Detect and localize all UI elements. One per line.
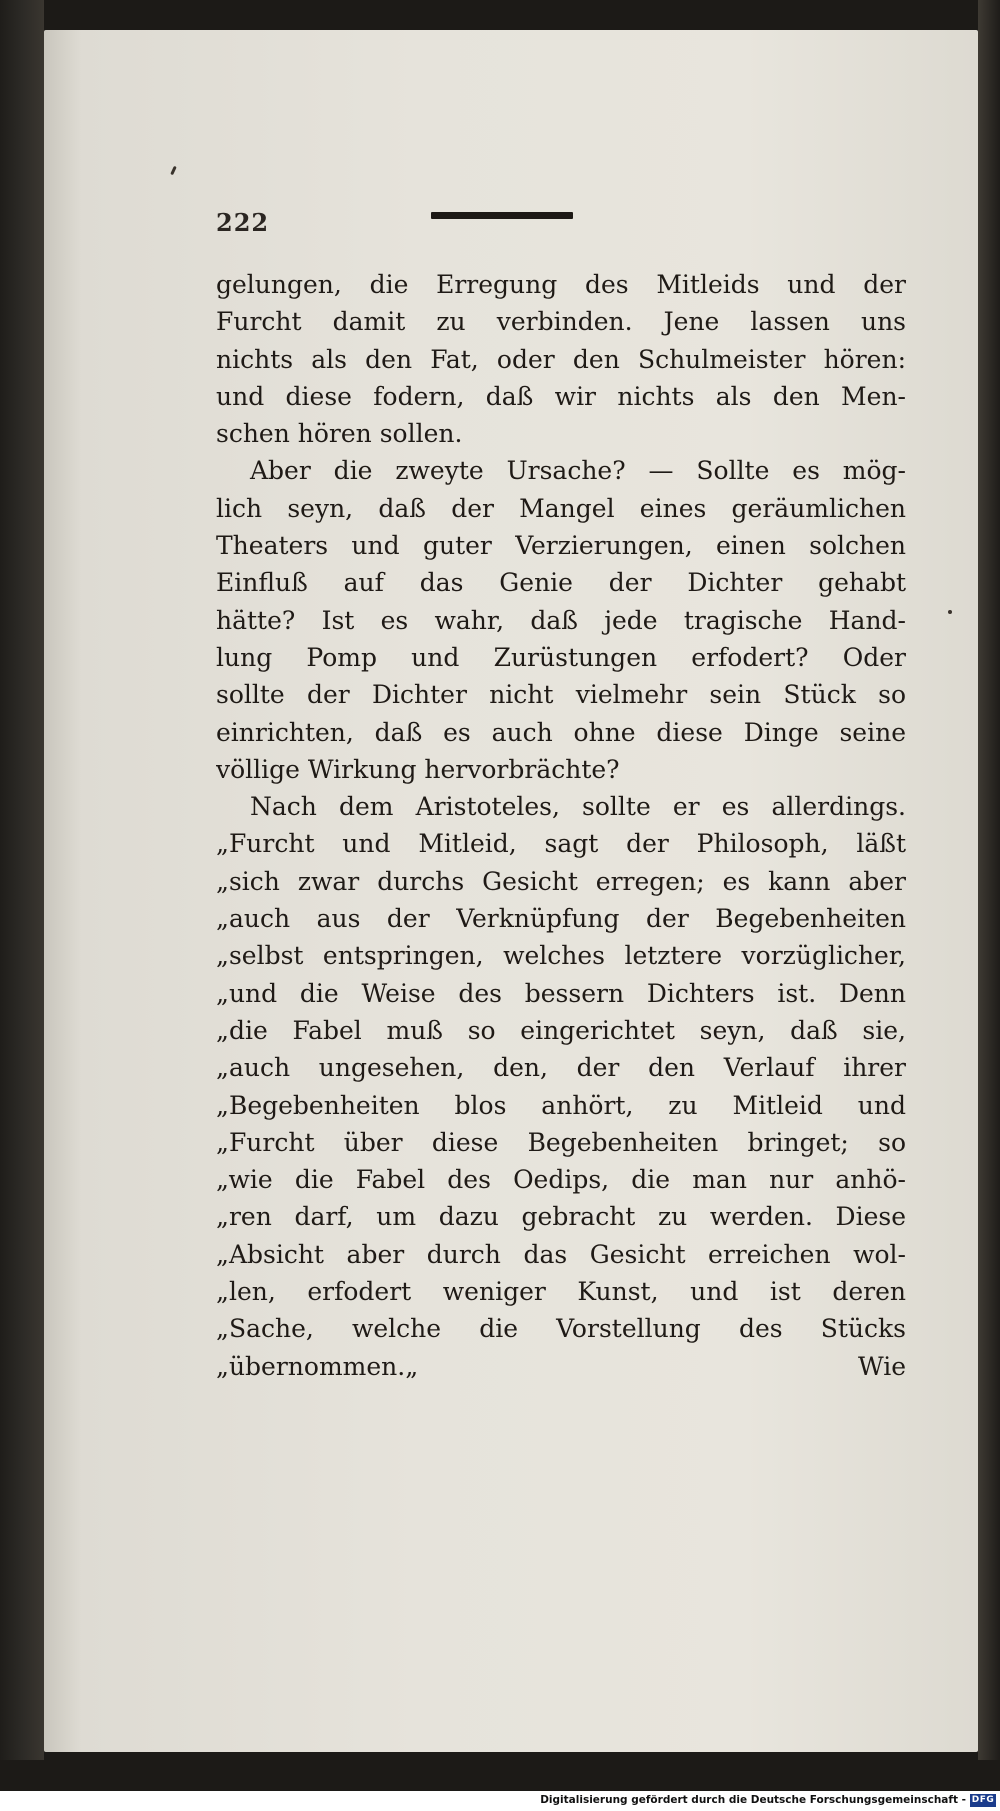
text-line: „die Fabel muß so eingerichtet seyn, daß sie, [216, 1015, 906, 1045]
text-line: Nach dem Aristoteles, sollte er es allerdings. [250, 792, 906, 822]
text-line: „auch ungesehen, den, der den Verlauf ihrer [216, 1053, 906, 1083]
text-line: Aber die zweyte Ursache? — Sollte es mög- [250, 456, 906, 486]
text-line: völlige Wirkung hervorbrächte? [216, 754, 620, 784]
text-line: „selbst entspringen, welches letztere vorzüglicher, [216, 941, 906, 971]
text-line: „und die Weise des bessern Dichters ist. Denn [216, 978, 906, 1008]
text-line: Einfluß auf das Genie der Dichter gehabt [216, 568, 906, 598]
text-line: „Furcht über diese Begebenheiten bringet; so [216, 1127, 906, 1157]
catchword: Wie [857, 1351, 906, 1381]
text-line: „Furcht und Mitleid, sagt der Philosoph, läßt [216, 829, 906, 859]
text-line: sollte der Dichter nicht vielmehr sein Stück so [216, 680, 906, 710]
text-line: „auch aus der Verknüpfung der Begebenheiten [216, 904, 906, 934]
text-line: nichts als den Fat, oder den Schulmeister hören: [216, 344, 906, 374]
ink-speck [170, 166, 177, 175]
text-line: lung Pomp und Zurüstungen erfodert? Oder [216, 642, 906, 672]
text-line: „Sache, welche die Vorstellung des Stücks [216, 1314, 906, 1344]
page-header [216, 208, 786, 237]
text-line: lich seyn, daß der Mangel eines geräumlichen [216, 493, 906, 523]
text-line: Theaters und guter Verzierungen, einen solchen [216, 531, 906, 561]
funding-credit: Digitalisierung gefördert durch die Deutsche Forschungsgemeinschaft - [540, 1794, 966, 1806]
text-line: „len, erfodert weniger Kunst, und ist deren [216, 1277, 906, 1307]
text-line: „Absicht aber durch das Gesicht erreichen wol- [216, 1239, 906, 1269]
book-edge [0, 0, 44, 1760]
page-number: 222 [216, 208, 270, 237]
text-line: schen hören sollen. [216, 419, 463, 449]
body-text [216, 266, 906, 1385]
ink-speck [948, 610, 952, 614]
text-line: „übernommen.„ [216, 1351, 419, 1381]
text-line: gelungen, die Erregung des Mitleids und der [216, 270, 906, 299]
final-line [216, 1348, 906, 1385]
header-rule [431, 212, 573, 219]
text-line: „ren darf, um dazu gebracht zu werden. Diese [216, 1202, 906, 1232]
text-line: „Begebenheiten blos anhört, zu Mitleid und [216, 1090, 906, 1120]
text-line: und diese fodern, daß wir nichts als den Men- [216, 381, 906, 411]
text-line: „sich zwar durchs Gesicht erregen; es kann aber [216, 866, 906, 896]
dfg-logo[interactable]: DFG [971, 1795, 995, 1805]
footer-bar [0, 1791, 1000, 1811]
text-line: Furcht damit zu verbinden. Jene lassen uns [216, 307, 906, 337]
text-line: hätte? Ist es wahr, daß jede tragische Hand- [216, 605, 906, 635]
text-line: einrichten, daß es auch ohne diese Dinge seine [216, 717, 906, 747]
text-line: „wie die Fabel des Oedips, die man nur anhö- [216, 1165, 906, 1195]
page-edge-shadow [978, 0, 1000, 1760]
